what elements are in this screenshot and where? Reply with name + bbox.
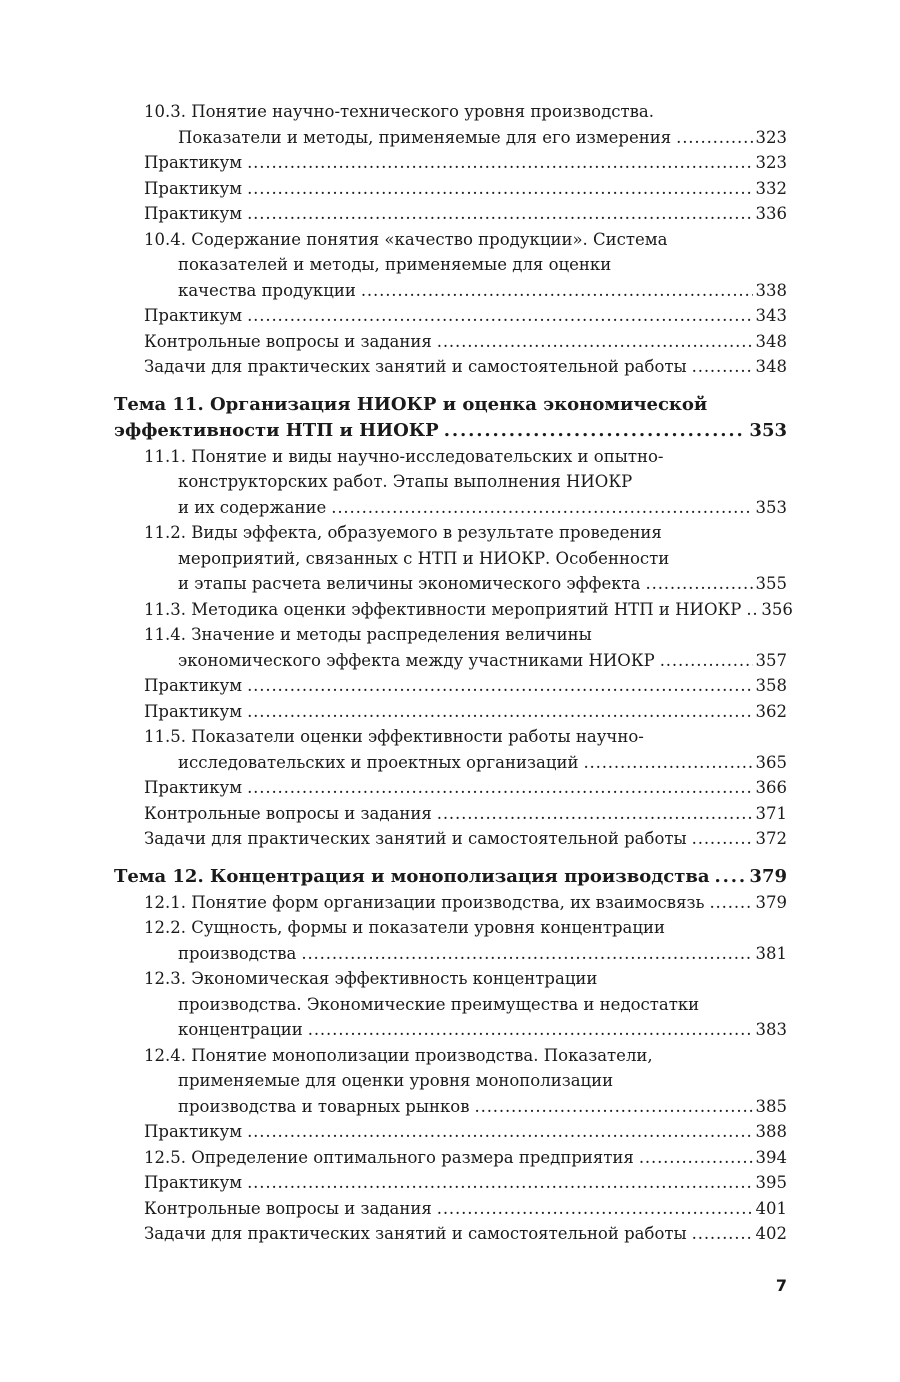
toc-entry [114,597,793,623]
toc-entry-title: концентрации [178,1020,303,1039]
toc-entry-title: Практикум [144,204,243,223]
toc-entry [114,99,787,150]
toc-entry-title: Показатели и методы, применяемые для его измерения [178,127,672,147]
dot-leader [692,354,753,380]
toc-entry-line [144,941,787,967]
dot-leader [444,418,747,444]
toc-page-number: 383 [755,1020,787,1039]
toc-entry-title: производства [178,943,297,963]
toc-entry-title: Контрольные вопросы и задания [144,331,432,351]
toc-page-number: 401 [755,1198,787,1218]
toc-entry-line [114,392,787,418]
toc-entry-line [144,915,787,941]
toc-page-number: 358 [755,676,787,695]
toc-entry-line [144,571,787,597]
toc-page-number: 332 [755,178,787,198]
toc-entry-line [144,775,787,801]
toc-entry [114,176,787,202]
toc-entry-title: Задачи для практических занятий и самостоятельной работы [144,357,687,376]
toc-entry [114,801,787,827]
toc-entry-line [144,1017,787,1043]
toc-page-number: 338 [755,280,787,300]
toc-page-number: 323 [755,153,787,172]
toc-entry-title: 12.4. Понятие монополизации производства. Показатели, [144,1045,653,1065]
toc-entry-line [144,444,787,470]
dot-leader [247,201,752,227]
dot-leader [639,1145,753,1171]
toc-page-number: 372 [755,829,787,848]
toc-entry [114,1196,787,1222]
toc-entry [114,1119,787,1145]
dot-leader [247,1119,752,1145]
toc-entry-title: показателей и методы, применяемые для оценки [178,255,612,274]
dot-leader [247,303,752,329]
toc-page-number: 379 [749,865,787,887]
toc-entry-title: экономического эффекта между участниками НИОКР [178,650,655,670]
toc-entry [114,354,787,380]
toc-entry-line [144,801,787,827]
toc-entry-line [144,1094,787,1120]
toc-entry-line [144,1119,787,1145]
toc-entry-title: Практикум [144,153,243,172]
toc-entry-title: Практикум [144,1173,243,1192]
toc-entry [114,329,787,355]
toc-entry-line [144,750,787,776]
dot-leader [247,176,752,202]
toc-page-number: 395 [755,1173,787,1192]
page-number: 7 [775,1276,787,1295]
toc-entry [114,1170,787,1196]
toc-entry-line [144,99,787,125]
toc-entry-title: Задачи для практических занятий и самостоятельной работы [144,1224,687,1243]
toc-entry [114,227,787,304]
toc-page-number: 336 [755,204,787,223]
toc-page-number: 385 [755,1096,787,1116]
toc-entry [114,303,787,329]
toc-page-number: 353 [755,497,787,517]
toc-entry-title: и этапы расчета величины экономического эффекта [178,574,641,593]
toc-page-number: 365 [755,752,787,772]
toc-entry [114,915,787,966]
toc-entry-title: качества продукции [178,280,356,300]
dot-leader [247,699,752,725]
dot-leader [247,673,752,699]
toc-page-number: 348 [755,357,787,376]
toc-entry-title: Задачи для практических занятий и самостоятельной работы [144,829,687,848]
dot-leader [437,801,753,827]
toc-entry-title: Тема 12. Концентрация и монополизация производства [114,865,710,887]
dot-leader [437,329,753,355]
toc-page-number: 388 [755,1122,787,1141]
toc-entry [114,201,787,227]
toc-page-number: 379 [755,892,787,912]
toc-page-number: 394 [755,1147,787,1167]
toc-entry [114,444,787,521]
toc-entry-line [144,826,787,852]
toc-page-number: 356 [761,599,793,619]
toc-page-number: 357 [755,650,787,670]
dot-leader [247,775,752,801]
toc-entry-line [144,329,787,355]
toc-entry-title: 11.4. Значение и методы распределения величины [144,625,592,644]
toc-entry-title: Практикум [144,178,243,198]
toc-entry-line [144,546,787,572]
dot-leader [692,826,753,852]
dot-leader [583,750,752,776]
toc-page-number: 381 [755,943,787,963]
toc-entry-line [144,1196,787,1222]
toc-entry [114,966,787,1043]
toc-entry-line [144,520,787,546]
toc-entry-title: эффективности НТП и НИОКР [114,419,439,441]
toc-entry-title: мероприятий, связанных с НТП и НИОКР. Особенности [178,548,670,568]
toc-entry-title: Контрольные вопросы и задания [144,803,432,823]
toc-entry-line [144,495,787,521]
toc-entry [114,1221,787,1247]
toc-entry-line [144,648,787,674]
dot-leader [247,1170,752,1196]
toc-entry-title: 10.3. Понятие научно-технического уровня производства. [144,102,654,121]
toc-page-number: 348 [755,331,787,351]
toc-entry [114,890,787,916]
toc-entry [114,520,787,597]
toc-entry [114,699,787,725]
toc-entry [114,826,787,852]
dot-leader [676,125,752,151]
table-of-contents [114,99,793,1247]
toc-page-number: 353 [749,419,787,441]
dot-leader [746,597,758,623]
toc-page-number: 362 [755,701,787,721]
toc-entry [114,1145,787,1171]
toc-entry-title: 12.5. Определение оптимального размера предприятия [144,1147,634,1167]
toc-entry-line [144,469,787,495]
dot-leader [646,571,753,597]
toc-entry [114,150,787,176]
toc-entry-line [144,176,787,202]
toc-page-number: 366 [755,778,787,797]
toc-entry [114,622,787,673]
toc-entry-title: Практикум [144,1122,243,1141]
toc-entry-title: 11.5. Показатели оценки эффективности работы научно- [144,727,644,746]
toc-entry-line [144,597,793,623]
toc-entry-title: Тема 11. Организация НИОКР и оценка экономической [114,393,708,415]
toc-page-number: 371 [755,803,787,823]
toc-entry-line [144,150,787,176]
toc-entry-title: производства. Экономические преимущества и недостатки [178,994,700,1014]
toc-entry-line [144,1043,787,1069]
toc-entry-line [144,724,787,750]
toc-entry-title: 12.2. Сущность, формы и показатели уровня концентрации [144,918,665,937]
dot-leader [660,648,753,674]
toc-entry-title: Практикум [144,778,243,797]
toc-page-number: 355 [755,574,787,593]
toc-entry-line [144,1068,787,1094]
toc-entry-title: исследовательских и проектных организаций [178,752,579,772]
toc-entry-line [144,1145,787,1171]
toc-entry-title: Практикум [144,701,243,721]
dot-leader [692,1221,753,1247]
toc-entry-title: применяемые для оценки уровня монополизации [178,1071,614,1090]
dot-leader [709,890,752,916]
toc-entry-line [144,1221,787,1247]
toc-entry-line [144,890,787,916]
dot-leader [361,278,753,304]
toc-page-number: 402 [755,1224,787,1243]
toc-entry-line [144,125,787,151]
toc-entry-title: и их содержание [178,497,327,517]
toc-entry-title: 11.2. Виды эффекта, образуемого в результате проведения [144,523,662,542]
toc-entry-line [144,699,787,725]
dot-leader [308,1017,753,1043]
toc-entry-title: производства и товарных рынков [178,1096,470,1116]
dot-leader [715,864,747,890]
dot-leader [247,150,752,176]
toc-topic-entry [114,392,787,444]
toc-entry-title: Практикум [144,676,243,695]
toc-entry-title: конструкторских работ. Этапы выполнения НИОКР [178,472,633,491]
toc-entry [114,724,787,775]
toc-page-number: 343 [755,306,787,325]
toc-entry [114,775,787,801]
toc-entry-line [144,673,787,699]
toc-entry-line [144,1170,787,1196]
dot-leader [301,941,752,967]
toc-topic-entry [114,864,787,890]
toc-entry [114,673,787,699]
toc-entry-line [144,227,787,253]
toc-page-number: 323 [755,127,787,147]
toc-entry-line [144,201,787,227]
toc-entry-title: 12.1. Понятие форм организации производства, их взаимосвязь [144,892,705,912]
toc-entry-line [114,418,787,444]
toc-entry-title: 12.3. Экономическая эффективность концентрации [144,969,598,988]
toc-entry-line [144,622,787,648]
toc-entry-line [114,864,787,890]
toc-entry-title: 10.4. Содержание понятия «качество продукции». Система [144,229,668,249]
dot-leader [437,1196,753,1222]
toc-entry-line [144,303,787,329]
toc-entry-line [144,354,787,380]
dot-leader [331,495,752,521]
toc-entry-title: Практикум [144,306,243,325]
toc-entry [114,1043,787,1120]
toc-entry-line [144,966,787,992]
dot-leader [475,1094,753,1120]
toc-entry-line [144,278,787,304]
toc-entry-title: Контрольные вопросы и задания [144,1198,432,1218]
toc-entry-title: 11.1. Понятие и виды научно-исследовательских и опытно- [144,446,664,466]
toc-entry-line [144,992,787,1018]
toc-entry-line [144,252,787,278]
toc-entry-title: 11.3. Методика оценки эффективности мероприятий НТП и НИОКР [144,599,742,619]
